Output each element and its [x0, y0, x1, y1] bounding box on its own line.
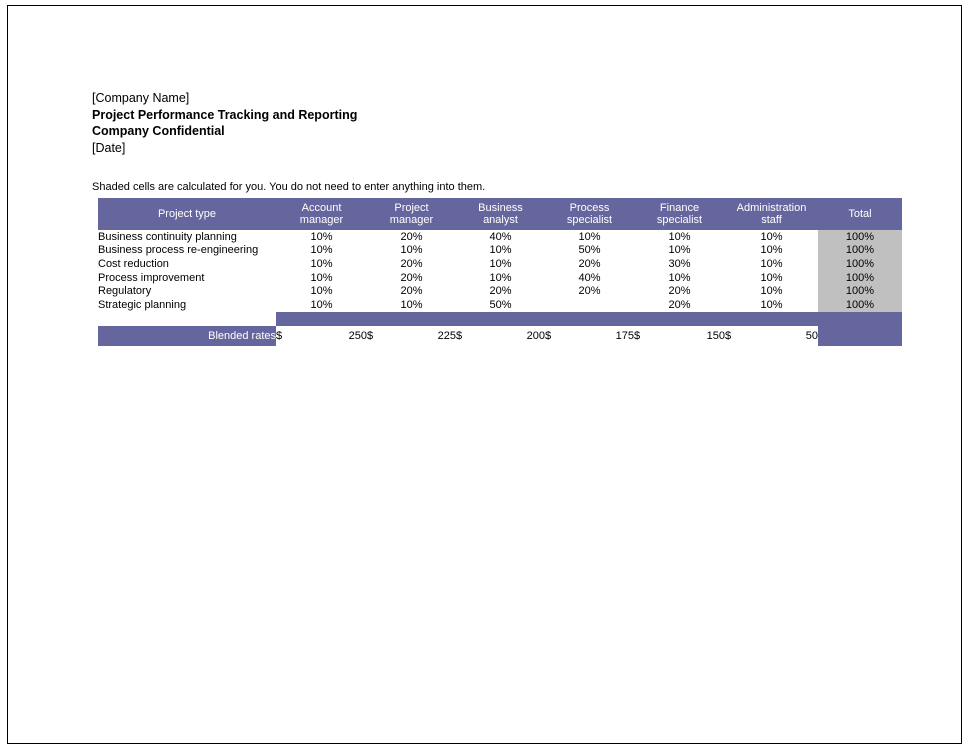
- shaded-cells-note: Shaded cells are calculated for you. You do not need to enter anything into them.: [92, 181, 486, 193]
- column-header-line: Business: [478, 201, 523, 214]
- cell-account-manager[interactable]: 10%: [276, 284, 367, 298]
- cell-total: 100%: [818, 298, 902, 312]
- rate-value: 50: [805, 329, 818, 342]
- table-row: [98, 271, 902, 285]
- cell-account-manager[interactable]: 10%: [276, 244, 367, 258]
- cell-business-analyst[interactable]: 20%: [456, 284, 545, 298]
- column-header-line: analyst: [483, 214, 518, 226]
- cell-project-manager[interactable]: 20%: [367, 284, 456, 298]
- cell-business-analyst[interactable]: 10%: [456, 244, 545, 258]
- cell-project-manager[interactable]: 20%: [367, 257, 456, 271]
- column-header-line: Process: [569, 201, 610, 214]
- rate-account-manager[interactable]: [276, 326, 367, 346]
- currency-symbol: $: [634, 329, 641, 342]
- column-header-total: [818, 198, 902, 230]
- cell-business-analyst[interactable]: 10%: [456, 257, 545, 271]
- currency-symbol: $: [725, 329, 732, 342]
- column-header-line: manager: [299, 214, 344, 226]
- table-row: [98, 298, 902, 312]
- table-spacer-row: [98, 312, 902, 326]
- column-header-line: staff: [761, 214, 782, 226]
- column-header-line: Project: [394, 201, 429, 214]
- cell-account-manager[interactable]: 10%: [276, 298, 367, 312]
- column-header-business-analyst: [456, 198, 545, 230]
- cell-process-specialist[interactable]: 50%: [545, 244, 634, 258]
- cell-process-specialist[interactable]: [545, 298, 634, 312]
- rate-value: 150: [706, 329, 725, 342]
- row-label: Business continuity planning: [98, 230, 276, 244]
- blended-rates-row: [98, 326, 902, 346]
- cell-process-specialist[interactable]: 10%: [545, 230, 634, 244]
- column-header-line: specialist: [566, 214, 613, 226]
- table-header-row: [98, 198, 902, 230]
- cell-administration-staff[interactable]: 10%: [725, 271, 818, 285]
- column-header-finance-specialist: [634, 198, 725, 230]
- rate-project-manager[interactable]: [367, 326, 456, 346]
- table-row: [98, 284, 902, 298]
- column-header-process-specialist: [545, 198, 634, 230]
- cell-total: 100%: [818, 284, 902, 298]
- cell-project-manager[interactable]: 20%: [367, 271, 456, 285]
- column-header-project-type: [98, 198, 276, 230]
- rate-value: 200: [526, 329, 545, 342]
- cell-business-analyst[interactable]: 10%: [456, 271, 545, 285]
- cell-administration-staff[interactable]: 10%: [725, 298, 818, 312]
- cell-finance-specialist[interactable]: 20%: [634, 284, 725, 298]
- spacer-blank: [98, 312, 276, 326]
- cell-administration-staff[interactable]: 10%: [725, 230, 818, 244]
- row-label: Strategic planning: [98, 298, 276, 312]
- column-header-line: Finance: [659, 201, 700, 214]
- cell-total: 100%: [818, 230, 902, 244]
- cell-project-manager[interactable]: 10%: [367, 298, 456, 312]
- blended-rates-label: Blended rates: [98, 326, 276, 346]
- column-header-administration-staff: [725, 198, 818, 230]
- cell-process-specialist[interactable]: 20%: [545, 284, 634, 298]
- cell-finance-specialist[interactable]: 20%: [634, 298, 725, 312]
- column-header-line: manager: [389, 214, 434, 226]
- table-row: [98, 244, 902, 258]
- cell-finance-specialist[interactable]: 10%: [634, 230, 725, 244]
- row-label: Process improvement: [98, 271, 276, 285]
- column-header-line: Account: [301, 201, 342, 214]
- column-header-line: Project type: [157, 207, 217, 220]
- cell-account-manager[interactable]: 10%: [276, 257, 367, 271]
- cell-business-analyst[interactable]: 40%: [456, 230, 545, 244]
- cell-total: 100%: [818, 244, 902, 258]
- cell-finance-specialist[interactable]: 30%: [634, 257, 725, 271]
- project-allocation-table: [98, 198, 902, 346]
- cell-administration-staff[interactable]: 10%: [725, 257, 818, 271]
- cell-administration-staff[interactable]: 10%: [725, 244, 818, 258]
- cell-finance-specialist[interactable]: 10%: [634, 271, 725, 285]
- cell-process-specialist[interactable]: 40%: [545, 271, 634, 285]
- row-label: Business process re-engineering: [98, 244, 276, 258]
- rate-process-specialist[interactable]: [545, 326, 634, 346]
- cell-total: 100%: [818, 257, 902, 271]
- cell-process-specialist[interactable]: 20%: [545, 257, 634, 271]
- column-header-line: Administration: [736, 201, 807, 214]
- currency-symbol: $: [367, 329, 374, 342]
- column-header-account-manager: [276, 198, 367, 230]
- cell-account-manager[interactable]: 10%: [276, 271, 367, 285]
- currency-symbol: $: [456, 329, 463, 342]
- rate-value: 225: [437, 329, 456, 342]
- document-header: [92, 90, 692, 156]
- confidentiality-label: Company Confidential: [92, 124, 225, 138]
- rate-finance-specialist[interactable]: [634, 326, 725, 346]
- cell-total: 100%: [818, 271, 902, 285]
- column-header-line: Total: [848, 207, 872, 220]
- page-title: Project Performance Tracking and Reporting: [92, 107, 358, 122]
- row-label: Regulatory: [98, 284, 276, 298]
- table-row: [98, 230, 902, 244]
- rate-value: 175: [615, 329, 634, 342]
- blended-rates-total-blank: [818, 326, 902, 346]
- document-page: [7, 5, 962, 744]
- currency-symbol: $: [276, 329, 283, 342]
- cell-finance-specialist[interactable]: 10%: [634, 244, 725, 258]
- spacer-band: [276, 312, 902, 326]
- cell-project-manager[interactable]: 20%: [367, 230, 456, 244]
- cell-account-manager[interactable]: 10%: [276, 230, 367, 244]
- cell-administration-staff[interactable]: 10%: [725, 284, 818, 298]
- row-label: Cost reduction: [98, 257, 276, 271]
- rate-business-analyst[interactable]: [456, 326, 545, 346]
- table-row: [98, 257, 902, 271]
- column-header-line: specialist: [656, 214, 703, 226]
- document-date: [Date]: [92, 140, 126, 155]
- currency-symbol: $: [545, 329, 552, 342]
- column-header-project-manager: [367, 198, 456, 230]
- company-name: [Company Name]: [92, 91, 190, 105]
- cell-project-manager[interactable]: 10%: [367, 244, 456, 258]
- rate-value: 250: [348, 329, 367, 342]
- rate-administration-staff[interactable]: [725, 326, 818, 346]
- cell-business-analyst[interactable]: 50%: [456, 298, 545, 312]
